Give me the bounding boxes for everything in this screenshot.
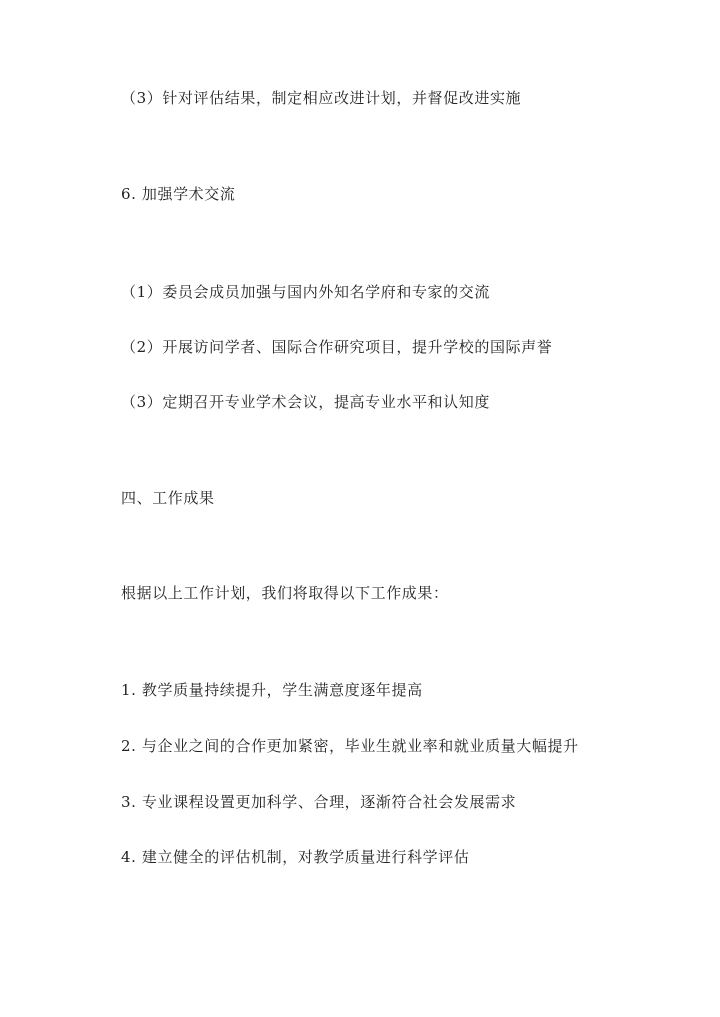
list-item-evaluation-improvement: （3）针对评估结果，制定相应改进计划，并督促改进实施 — [121, 89, 522, 107]
paragraph-results-intro: 根据以上工作计划，我们将取得以下工作成果： — [121, 584, 449, 602]
section-heading-work-results: 四、工作成果 — [121, 489, 215, 507]
list-item-teaching-quality: 1. 教学质量持续提升，学生满意度逐年提高 — [121, 681, 423, 699]
list-item-visiting-scholars: （2）开展访问学者、国际合作研究项目，提升学校的国际声誉 — [121, 338, 553, 356]
list-item-expert-exchange: （1）委员会成员加强与国内外知名学府和专家的交流 — [121, 283, 490, 301]
list-item-enterprise-cooperation: 2. 与企业之间的合作更加紧密，毕业生就业率和就业质量大幅提升 — [121, 737, 579, 755]
section-heading-academic-exchange: 6. 加强学术交流 — [121, 185, 236, 203]
list-item-evaluation-mechanism: 4. 建立健全的评估机制，对教学质量进行科学评估 — [121, 848, 470, 866]
list-item-curriculum: 3. 专业课程设置更加科学、合理，逐渐符合社会发展需求 — [121, 793, 517, 811]
list-item-academic-conferences: （3）定期召开专业学术会议，提高专业水平和认知度 — [121, 393, 490, 411]
